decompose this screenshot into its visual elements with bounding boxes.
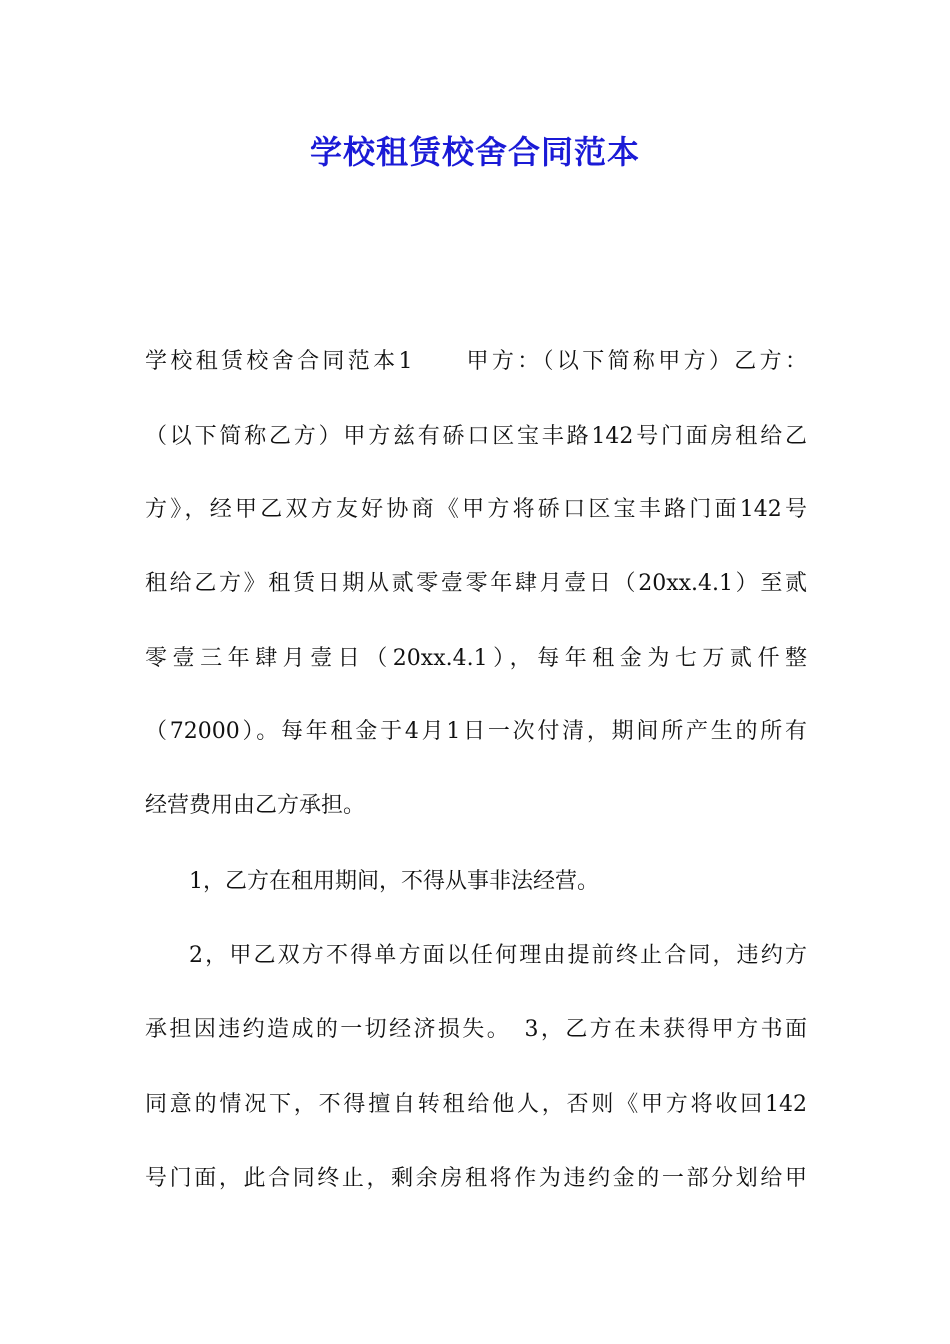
clause-line: 承担因违约造成的一切经济损失。 3，乙方在未获得甲方书面 [145, 1017, 807, 1042]
document-title: 学校租赁校舍合同范本 [309, 133, 640, 171]
clause-line: 号门面，此合同终止，剩余房租将作为违约金的一部分划给甲 [145, 1166, 807, 1191]
clause-line: 同意的情况下，不得擅自转租给他人，否则《甲方将收回142 [145, 1092, 807, 1117]
paragraph-line: 零壹三年肆月壹日（20xx.4.1），每年租金为七万贰仟整 [145, 646, 807, 671]
clause-line: 1，乙方在租用期间，不得从事非法经营。 [189, 869, 599, 894]
paragraph-line: （以下简称乙方）甲方兹有硚口区宝丰路142号门面房租给乙 [145, 424, 807, 449]
paragraph-line: 方》，经甲乙双方友好协商《甲方将硚口区宝丰路门面142号 [145, 497, 807, 522]
paragraph-line: 经营费用由乙方承担。 [145, 793, 366, 818]
paragraph-line: 学校租赁校舍合同范本1 甲方：（以下简称甲方）乙方： [145, 349, 807, 374]
paragraph-line: 租给乙方》租赁日期从贰零壹零年肆月壹日（20xx.4.1）至贰 [145, 571, 807, 596]
clause-line: 2，甲乙双方不得单方面以任何理由提前终止合同，违约方 [189, 943, 807, 968]
paragraph-line: （72000）。每年租金于4月1日一次付清，期间所产生的所有 [145, 719, 807, 744]
